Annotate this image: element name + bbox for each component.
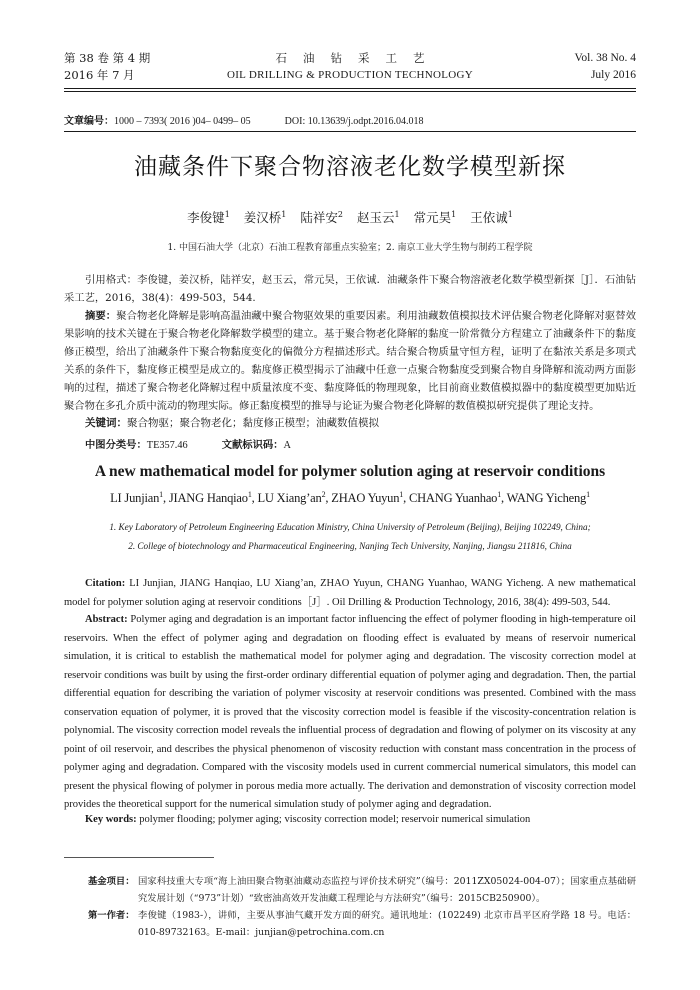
fund-label: 基金项目： bbox=[88, 876, 135, 887]
author-cn bbox=[244, 210, 287, 225]
title-cn: 油藏条件下聚合物溶液老化数学模型新探 bbox=[134, 154, 566, 180]
author-cn-aff: 1 bbox=[281, 209, 287, 219]
author-cn-aff: 2 bbox=[337, 209, 343, 219]
clc-value: TE357.46 bbox=[146, 440, 188, 451]
author-en bbox=[331, 491, 403, 505]
affiliation-en-2: 2. College of biotechnology and Pharmaceutical Engineering, Nanjing Tech University, Nanjing, Jiangsu 211816, China bbox=[128, 541, 572, 551]
authors-en: LI Junjian$^1$, JIANG Hanqiao$^1$, LU $Xiang’an^2$, ZHAO Yuyun$^1$, CHANG Yuanhao$^1$, WANG Yicheng$^1$ bbox=[110, 489, 590, 505]
author-en-aff: 2 bbox=[321, 489, 326, 499]
author-en bbox=[409, 491, 501, 505]
author-cn-aff: 1 bbox=[394, 209, 400, 219]
author-en-aff: 1 bbox=[159, 489, 163, 499]
citation-cn-text: 李俊键，姜汉桥，陆祥安，赵玉云，常元昊，王依诚．油藏条件下聚合物溶液老化数学模型新探［J］．石油钻采工艺，2016，38(4)：499-503，544. bbox=[64, 274, 636, 304]
author-cn-name: 王依诚 bbox=[470, 210, 508, 225]
author-cn-name: 李俊键 bbox=[187, 210, 225, 225]
author-cn bbox=[300, 210, 343, 225]
abstract-en-text: Polymer aging and degradation is an important factor influencing the effect of polymer flooding in high-temperature oil reservoirs. When the effect of polymer aging and degradation on flooding effect is evaluated by means of reservoir numerical simulation, it is critical to establish the mathematical model for polymer aging and degradation. The viscosity correction model at reservoir conditions was built by using the first-order ordinary differential equation of polymer aging and degradation. Then, the partial differential equation for describing the variation of polymer viscosity at reservoir conditions was presented. Combined with the mass conservation equation of polymer, it is proved that the viscosity correction model is feasible if the viscosity-concentration relation is polynomial. The viscosity correction model reveals the influential process of degradation and flowing of polymer on its viscosity at any point of oil reservoir, and describes the physical phenomenon of viscosity reduction with constant mass concentration in the process of polymer aging and degradation. Compared with the viscosity models used in current commercial numerical simulators, this model can present the physical flowing of polymer in porous media more actually. The derivation and demonstration of viscosity correction model provides the theoretical support for the numerical simulation study of polymer aging and degradation. bbox=[64, 614, 637, 810]
header-rule-bottom bbox=[64, 91, 636, 92]
author-en-aff: 1 bbox=[247, 489, 252, 499]
doi[interactable]: DOI: 10.13639/j.odpt.2016.04.018 bbox=[284, 116, 424, 127]
author-en-name: LU Xiang’an bbox=[257, 491, 322, 505]
authors-cn bbox=[0, 208, 700, 226]
author-en bbox=[257, 491, 325, 505]
classification-cn bbox=[64, 436, 636, 455]
keywords-en-text: polymer flooding; polymer aging; viscosity correction model; reservoir numerical simulation bbox=[139, 814, 531, 825]
issue-info-cn bbox=[64, 50, 150, 84]
volume-en: Vol. 38 No. 4 bbox=[574, 52, 636, 64]
title-en: A new mathematical model for polymer solution aging at reservoir conditions bbox=[94, 463, 606, 480]
author-en-name: JIANG Hanqiao bbox=[168, 491, 248, 505]
journal-name-cn: 石油钻采工艺 bbox=[275, 51, 441, 65]
footnote-rule bbox=[64, 857, 214, 858]
keywords-en-label: Key words: bbox=[85, 814, 137, 825]
author-cn-name: 常元昊 bbox=[413, 210, 452, 225]
author-cn-aff: 1 bbox=[451, 209, 457, 219]
author-cn-name: 赵玉云 bbox=[357, 210, 395, 225]
keywords-cn-label: 关键词： bbox=[85, 417, 127, 429]
date-en: July 2016 bbox=[590, 69, 636, 81]
article-info bbox=[64, 112, 424, 127]
author-cn bbox=[187, 210, 230, 225]
keywords-en bbox=[64, 811, 636, 830]
author-cn-aff: 1 bbox=[507, 209, 513, 219]
fund-footnote bbox=[88, 873, 636, 907]
author-en-aff: 1 bbox=[586, 489, 590, 499]
author-cn bbox=[470, 210, 513, 225]
date-cn: 2016 年 7 月 bbox=[64, 68, 135, 82]
author-en-name: CHANG Yuanhao bbox=[408, 491, 498, 505]
author-en-name: ZHAO Yuyun bbox=[331, 491, 400, 505]
author-en-name: WANG Yicheng bbox=[506, 491, 587, 505]
citation-en bbox=[64, 575, 636, 612]
author-en-aff: 1 bbox=[497, 489, 502, 499]
affiliation-en-1: 1. Key Laboratory of Petroleum Engineering Education Ministry, China University of Petroleum (Beijing), Beijing 102249, China; bbox=[109, 522, 591, 532]
abstract-en bbox=[64, 611, 636, 815]
article-id-label: 文章编号： bbox=[64, 116, 114, 127]
fund-text: 国家科技重大专项“海上油田聚合物驱油藏动态监控与评价技术研究”（编号：2011ZX05024-004-07）；国家重点基础研究发展计划（“973”计划）“致密油高效开发油藏工程理论与方法研究”（编号：2015CB250900）。 bbox=[138, 876, 636, 904]
author-en bbox=[169, 491, 252, 505]
issue-info-en bbox=[575, 50, 636, 84]
author-cn-name: 陆祥安 bbox=[300, 210, 338, 225]
first-author-text: 李俊键（1983-），讲师，主要从事油气藏开发方面的研究。通讯地址：(102249) 北京市昌平区府学路 18 号。电话：010-89732163。E-mail：junjian@petrochina.com.cn bbox=[138, 910, 636, 938]
author-en-name: LI Junjian bbox=[110, 491, 160, 505]
first-author-footnote bbox=[88, 907, 636, 941]
affiliation-cn: 1. 中国石油大学（北京）石油工程教育部重点实验室；2. 南京工业大学生物与制药工程学院 bbox=[167, 243, 533, 253]
author-cn-aff: 1 bbox=[224, 209, 230, 219]
doc-code-value: A bbox=[283, 440, 291, 451]
keywords-cn bbox=[64, 414, 636, 432]
header-rule-top bbox=[64, 88, 636, 89]
journal-name-en: OIL DRILLING & PRODUCTION TECHNOLOGY bbox=[226, 69, 474, 81]
abstract-cn bbox=[64, 307, 636, 415]
citation-cn-label: 引用格式： bbox=[85, 274, 138, 286]
article-id: 1000 – 7393( 2016 )04– 0499– 05 bbox=[114, 116, 251, 127]
citation-en-label: Citation: bbox=[85, 578, 126, 589]
author-cn bbox=[357, 210, 400, 225]
author-en-aff: 1 bbox=[399, 489, 404, 499]
clc-label: 中图分类号： bbox=[85, 439, 147, 451]
author-cn-name: 姜汉桥 bbox=[243, 210, 282, 225]
first-author-label: 第一作者： bbox=[88, 910, 135, 921]
keywords-cn-text: 聚合物驱；聚合物老化；黏度修正模型；油藏数值模拟 bbox=[127, 417, 379, 429]
author-en bbox=[507, 491, 590, 505]
journal-name bbox=[200, 50, 500, 84]
info-rule bbox=[64, 131, 636, 132]
volume-cn: 第 38 卷 第 4 期 bbox=[64, 51, 151, 65]
abstract-cn-label: 摘要： bbox=[85, 310, 117, 322]
abstract-en-label: Abstract: bbox=[85, 614, 128, 625]
citation-cn bbox=[64, 271, 636, 307]
doc-code-label: 文献标识码： bbox=[221, 439, 284, 451]
author-cn bbox=[414, 210, 457, 225]
citation-en-text: LI Junjian, JIANG Hanqiao, LU Xiang’an, ZHAO Yuyun, CHANG Yuanhao, WANG Yicheng. A new mathematical model for polymer solution aging at reservoir conditions［J］. Oil Drilling & Production Technology, 2016, 38(4): 499-503, 544. bbox=[64, 578, 636, 608]
author-en bbox=[110, 491, 163, 505]
abstract-cn-text: 聚合物老化降解是影响高温油藏中聚合物驱效果的重要因素。利用油藏数值模拟技术评估聚合物老化降解对驱替效果影响的技术关键在于聚合物老化降解数学模型的建立。基于聚合物老化降解的黏度一阶常微分方程建立了油藏条件下的黏度修正模型，给出了油藏条件下聚合物黏度变化的偏微分方程描述形式。结合聚合物质量守恒方程，证明了在黏浓关系是多项式关系的条件下，黏度修正模型是成立的。黏度修正模型揭示了油藏中任意一点聚合物黏度受到聚合物自身降解和流动两方面影响的过程，描述了聚合物老化降解过程中质量浓度不变、黏度降低的物理现象，比目前商业数值模拟器中的黏度模型更加贴近聚合物在多孔介质中流动的物理实际。修正黏度模型的推导与论证为聚合物老化降解的数值模拟研究提供了理论支持。 bbox=[64, 310, 637, 412]
